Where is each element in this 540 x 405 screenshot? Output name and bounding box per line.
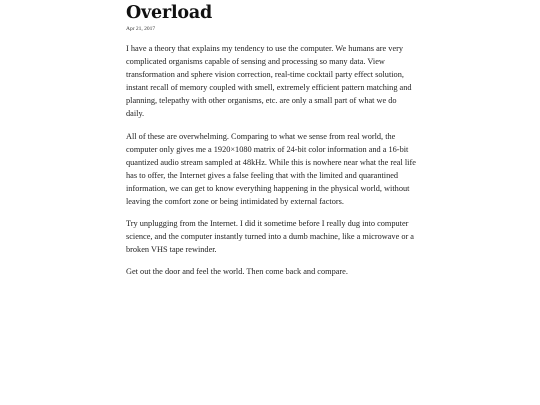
post-date: Apr 21, 2017 — [126, 26, 156, 32]
post-body — [126, 42, 416, 279]
paragraph: All of these are overwhelming. Comparing to what we sense from real world, the computer only gives me a 1920×1080 matrix of 24-bit color information and a 16-bit quantized audio stream sampled at 48kHz. While this is nowhere near what the real life has to offer, the Internet gives a false feeling that with the limited and quarantined information, we can get to know everything happening in the physical world, without leaving the comfort zone or being intimidated by external factors. — [126, 131, 416, 207]
article — [126, 3, 416, 288]
paragraph: Try unplugging from the Internet. I did it sometime before I really dug into computer science, and the computer instantly turned into a dumb machine, like a microwave or a broken VHS tape rewinder. — [126, 219, 414, 255]
paragraph: Get out the door and feel the world. Then come back and compare. — [126, 267, 348, 277]
paragraph: I have a theory that explains my tendency to use the computer. We humans are very complicated organisms capable of sensing and processing so many data. View transformation and sphere vision correction, real-time cocktail party effect solution, instant recall of memory coupled with smell, extremely efficient pattern matching and planning, telepathy with other organisms, etc. are only a small part of what we do daily. — [126, 44, 412, 119]
post-title: Overload — [126, 3, 213, 23]
